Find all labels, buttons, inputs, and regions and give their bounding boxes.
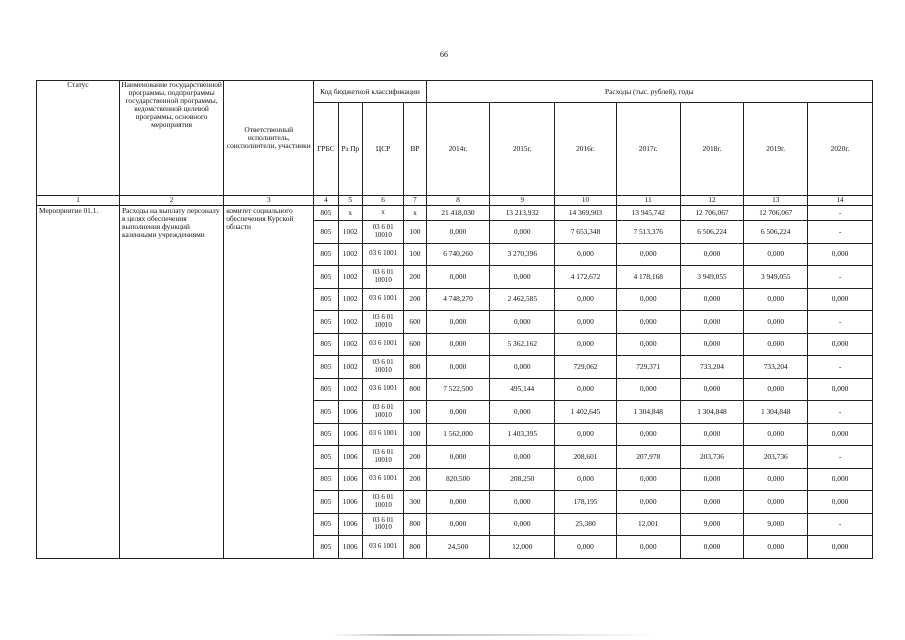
vr-cell: 100 <box>404 423 426 446</box>
amount-cell: 2 462,585 <box>490 288 555 311</box>
vr-cell: 100 <box>404 401 426 424</box>
amount-cell: 0,000 <box>808 536 873 559</box>
amount-cell: 0,000 <box>744 423 808 446</box>
amount-cell: - <box>808 446 873 469</box>
header-vr: ВР <box>404 103 426 196</box>
grbs-cell: 805 <box>314 243 338 266</box>
vr-cell: 200 <box>404 468 426 491</box>
amount-cell: 0,000 <box>808 288 873 311</box>
rzpr-cell: 1002 <box>338 356 362 379</box>
amount-cell: 1 402,645 <box>555 401 617 424</box>
column-number: 3 <box>224 196 314 206</box>
amount-cell: 0,000 <box>744 378 808 401</box>
amount-cell: 24,500 <box>426 536 490 559</box>
column-number: 2 <box>119 196 223 206</box>
amount-cell: 4 172,672 <box>555 266 617 289</box>
amount-cell: 0,000 <box>744 333 808 356</box>
amount-cell: 0,000 <box>426 311 490 334</box>
header-expenses-group: Расходы (тыс. рублей), годы <box>426 81 872 103</box>
csr-cell: 03 6 01 10010 <box>362 311 403 334</box>
header-year: 2017г. <box>616 103 680 196</box>
grbs-cell: 805 <box>314 221 338 244</box>
amount-cell: 0,000 <box>426 491 490 514</box>
rzpr-cell: 1002 <box>338 333 362 356</box>
amount-cell: 0,000 <box>680 378 744 401</box>
amount-cell: 0,000 <box>616 536 680 559</box>
amount-cell: 0,000 <box>616 311 680 334</box>
amount-cell: 0,000 <box>808 378 873 401</box>
csr-cell: 03 6 1001 <box>362 243 403 266</box>
rzpr-cell: 1002 <box>338 288 362 311</box>
grbs-cell: 805 <box>314 288 338 311</box>
amount-cell: 0,000 <box>680 333 744 356</box>
header-code-group: Код бюджетной классификации <box>314 81 426 103</box>
amount-cell: 4 178,168 <box>616 266 680 289</box>
csr-cell: 03 6 1001 <box>362 378 403 401</box>
activity-name: Расходы на выплату персоналу в целях обеспечения выполнения функций казенными учреждениями <box>119 206 223 559</box>
grbs-cell: 805 <box>314 491 338 514</box>
amount-cell: 0,000 <box>490 221 555 244</box>
amount-cell: 6 506,224 <box>680 221 744 244</box>
csr-cell: 03 6 01 10010 <box>362 266 403 289</box>
amount-cell: 178,195 <box>555 491 617 514</box>
column-number: 11 <box>616 196 680 206</box>
vr-cell: 200 <box>404 446 426 469</box>
amount-cell: 3 270,396 <box>490 243 555 266</box>
amount-cell: 0,000 <box>490 513 555 536</box>
amount-cell: 0,000 <box>490 446 555 469</box>
amount-cell: 0,000 <box>555 378 617 401</box>
amount-cell: 7 513,376 <box>616 221 680 244</box>
amount-cell: - <box>808 513 873 536</box>
amount-cell: 0,000 <box>744 288 808 311</box>
amount-cell: 9,000 <box>744 513 808 536</box>
grbs-cell: 805 <box>314 333 338 356</box>
amount-cell: 6 740,260 <box>426 243 490 266</box>
header-executor: Ответственный исполнитель, соисполнители, участники <box>224 81 314 196</box>
vr-cell: 800 <box>404 513 426 536</box>
rzpr-cell: 1006 <box>338 491 362 514</box>
grbs-cell: 805 <box>314 423 338 446</box>
amount-cell: - <box>808 401 873 424</box>
rzpr-cell: 1006 <box>338 536 362 559</box>
amount-cell: 0,000 <box>744 311 808 334</box>
amount-cell: 4 748,270 <box>426 288 490 311</box>
amount-cell: 0,000 <box>426 401 490 424</box>
amount-cell: 0,000 <box>555 311 617 334</box>
amount-cell: 0,000 <box>426 333 490 356</box>
header-year: 2018г. <box>680 103 744 196</box>
amount-cell: 0,000 <box>744 243 808 266</box>
header-grbs: ГРБС <box>314 103 338 196</box>
amount-cell: 1 403,395 <box>490 423 555 446</box>
rzpr-cell: 1006 <box>338 423 362 446</box>
amount-cell: - <box>808 356 873 379</box>
amount-cell: 729,371 <box>616 356 680 379</box>
csr-cell: 03 6 1001 <box>362 536 403 559</box>
amount-cell: 3 949,055 <box>680 266 744 289</box>
amount-cell: 12 706,067 <box>744 206 808 221</box>
amount-cell: 495,144 <box>490 378 555 401</box>
header-year: 2014г. <box>426 103 490 196</box>
vr-cell: 800 <box>404 536 426 559</box>
csr-cell: 03 6 01 10010 <box>362 446 403 469</box>
table-row <box>37 206 873 221</box>
amount-cell: 0,000 <box>616 243 680 266</box>
amount-cell: 0,000 <box>555 468 617 491</box>
amount-cell: 207,978 <box>616 446 680 469</box>
amount-cell: 733,204 <box>744 356 808 379</box>
grbs-cell: 805 <box>314 401 338 424</box>
amount-cell: 0,000 <box>680 311 744 334</box>
csr-cell: 03 6 1001 <box>362 288 403 311</box>
amount-cell: 5 362,162 <box>490 333 555 356</box>
grbs-cell: 805 <box>314 356 338 379</box>
column-number: 12 <box>680 196 744 206</box>
csr-cell: 03 6 01 10010 <box>362 356 403 379</box>
amount-cell: 0,000 <box>616 288 680 311</box>
vr-cell: 100 <box>404 243 426 266</box>
amount-cell: 820,500 <box>426 468 490 491</box>
column-number: 8 <box>426 196 490 206</box>
amount-cell: 0,000 <box>744 468 808 491</box>
amount-cell: 0,000 <box>680 243 744 266</box>
amount-cell: 0,000 <box>490 356 555 379</box>
table-body <box>37 206 873 559</box>
amount-cell: 729,062 <box>555 356 617 379</box>
rzpr-cell: 1002 <box>338 378 362 401</box>
amount-cell: - <box>808 266 873 289</box>
vr-cell: 800 <box>404 378 426 401</box>
vr-cell: 200 <box>404 288 426 311</box>
amount-cell: 3 949,055 <box>744 266 808 289</box>
grbs-cell: 805 <box>314 468 338 491</box>
amount-cell: 14 369,903 <box>555 206 617 221</box>
amount-cell: 0,000 <box>555 288 617 311</box>
amount-cell: 1 304,848 <box>744 401 808 424</box>
amount-cell: 0,000 <box>616 378 680 401</box>
column-number: 6 <box>362 196 403 206</box>
budget-table <box>36 80 873 559</box>
amount-cell: 0,000 <box>426 221 490 244</box>
amount-cell: - <box>808 221 873 244</box>
amount-cell: 0,000 <box>616 333 680 356</box>
amount-cell: 12 706,067 <box>680 206 744 221</box>
column-number: 7 <box>404 196 426 206</box>
vr-cell: x <box>404 206 426 221</box>
header-year: 2016г. <box>555 103 617 196</box>
amount-cell: 0,000 <box>680 423 744 446</box>
amount-cell: 13 213,932 <box>490 206 555 221</box>
column-number-row <box>37 196 873 206</box>
grbs-cell: 805 <box>314 513 338 536</box>
grbs-cell: 805 <box>314 378 338 401</box>
amount-cell: 0,000 <box>426 513 490 536</box>
activity-executor: комитет социального обеспечения Курской области <box>224 206 314 559</box>
amount-cell: 0,000 <box>555 423 617 446</box>
amount-cell: 0,000 <box>744 491 808 514</box>
vr-cell: 600 <box>404 311 426 334</box>
amount-cell: 0,000 <box>616 468 680 491</box>
amount-cell: 0,000 <box>808 243 873 266</box>
amount-cell: 1 304,848 <box>680 401 744 424</box>
column-number: 1 <box>37 196 120 206</box>
grbs-cell: 805 <box>314 446 338 469</box>
vr-cell: 300 <box>404 491 426 514</box>
rzpr-cell: 1006 <box>338 401 362 424</box>
column-number: 14 <box>808 196 873 206</box>
amount-cell: 208,250 <box>490 468 555 491</box>
amount-cell: 6 506,224 <box>744 221 808 244</box>
amount-cell: 0,000 <box>808 468 873 491</box>
amount-cell: 0,000 <box>555 333 617 356</box>
header-rzpr: Рз Пр <box>338 103 362 196</box>
amount-cell: 0,000 <box>490 266 555 289</box>
amount-cell: 1 304,848 <box>616 401 680 424</box>
header-year: 2019г. <box>744 103 808 196</box>
vr-cell: 200 <box>404 266 426 289</box>
amount-cell: 0,000 <box>616 491 680 514</box>
header-year: 2020г. <box>808 103 873 196</box>
amount-cell: 12,000 <box>490 536 555 559</box>
csr-cell: 03 6 01 10010 <box>362 491 403 514</box>
column-number: 4 <box>314 196 338 206</box>
amount-cell: 0,000 <box>490 401 555 424</box>
rzpr-cell: 1002 <box>338 266 362 289</box>
amount-cell: - <box>808 311 873 334</box>
amount-cell: 0,000 <box>426 446 490 469</box>
amount-cell: 0,000 <box>555 243 617 266</box>
column-number: 10 <box>555 196 617 206</box>
amount-cell: 0,000 <box>808 333 873 356</box>
header-status: Статус <box>37 81 120 196</box>
amount-cell: - <box>808 206 873 221</box>
vr-cell: 600 <box>404 333 426 356</box>
header-name: Наименование государственной программы, подпрограммы государственной программы, ведомственной целевой программы, основного мероприятия <box>119 81 223 196</box>
vr-cell: 800 <box>404 356 426 379</box>
grbs-cell: 805 <box>314 311 338 334</box>
csr-cell: 03 6 1001 <box>362 333 403 356</box>
rzpr-cell: 1002 <box>338 243 362 266</box>
amount-cell: 0,000 <box>426 266 490 289</box>
rzpr-cell: 1006 <box>338 446 362 469</box>
activity-status: Мероприятие 01.1. <box>37 206 120 559</box>
amount-cell: 13 945,742 <box>616 206 680 221</box>
amount-cell: 0,000 <box>616 423 680 446</box>
amount-cell: 0,000 <box>744 536 808 559</box>
amount-cell: 0,000 <box>555 536 617 559</box>
grbs-cell: 805 <box>314 536 338 559</box>
amount-cell: 0,000 <box>426 356 490 379</box>
csr-cell: 03 6 01 10010 <box>362 513 403 536</box>
amount-cell: 1 562,000 <box>426 423 490 446</box>
scan-artifact <box>330 634 660 636</box>
amount-cell: 7 653,348 <box>555 221 617 244</box>
rzpr-cell: 1006 <box>338 468 362 491</box>
amount-cell: 7 522,500 <box>426 378 490 401</box>
grbs-cell: 805 <box>314 266 338 289</box>
amount-cell: 0,000 <box>680 491 744 514</box>
amount-cell: 0,000 <box>680 468 744 491</box>
amount-cell: 0,000 <box>808 491 873 514</box>
grbs-cell: 805 <box>314 206 338 221</box>
rzpr-cell: x <box>338 206 362 221</box>
header-csr: ЦСР <box>362 103 403 196</box>
amount-cell: 733,204 <box>680 356 744 379</box>
column-number: 13 <box>744 196 808 206</box>
csr-cell: 03 6 01 10010 <box>362 221 403 244</box>
rzpr-cell: 1006 <box>338 513 362 536</box>
amount-cell: 21 418,030 <box>426 206 490 221</box>
amount-cell: 0,000 <box>490 311 555 334</box>
vr-cell: 100 <box>404 221 426 244</box>
page-number: 66 <box>440 50 448 59</box>
amount-cell: 12,001 <box>616 513 680 536</box>
amount-cell: 25,380 <box>555 513 617 536</box>
amount-cell: 0,000 <box>680 536 744 559</box>
csr-cell: 03 6 01 10010 <box>362 401 403 424</box>
csr-cell: 03 6 1001 <box>362 468 403 491</box>
csr-cell: 03 6 1001 <box>362 423 403 446</box>
column-number: 5 <box>338 196 362 206</box>
csr-cell: x <box>362 206 403 221</box>
header-year: 2015г. <box>490 103 555 196</box>
amount-cell: 0,000 <box>808 423 873 446</box>
amount-cell: 0,000 <box>680 288 744 311</box>
amount-cell: 9,000 <box>680 513 744 536</box>
amount-cell: 203,736 <box>744 446 808 469</box>
rzpr-cell: 1002 <box>338 221 362 244</box>
amount-cell: 0,000 <box>490 491 555 514</box>
amount-cell: 208,601 <box>555 446 617 469</box>
column-number: 9 <box>490 196 555 206</box>
rzpr-cell: 1002 <box>338 311 362 334</box>
amount-cell: 203,736 <box>680 446 744 469</box>
